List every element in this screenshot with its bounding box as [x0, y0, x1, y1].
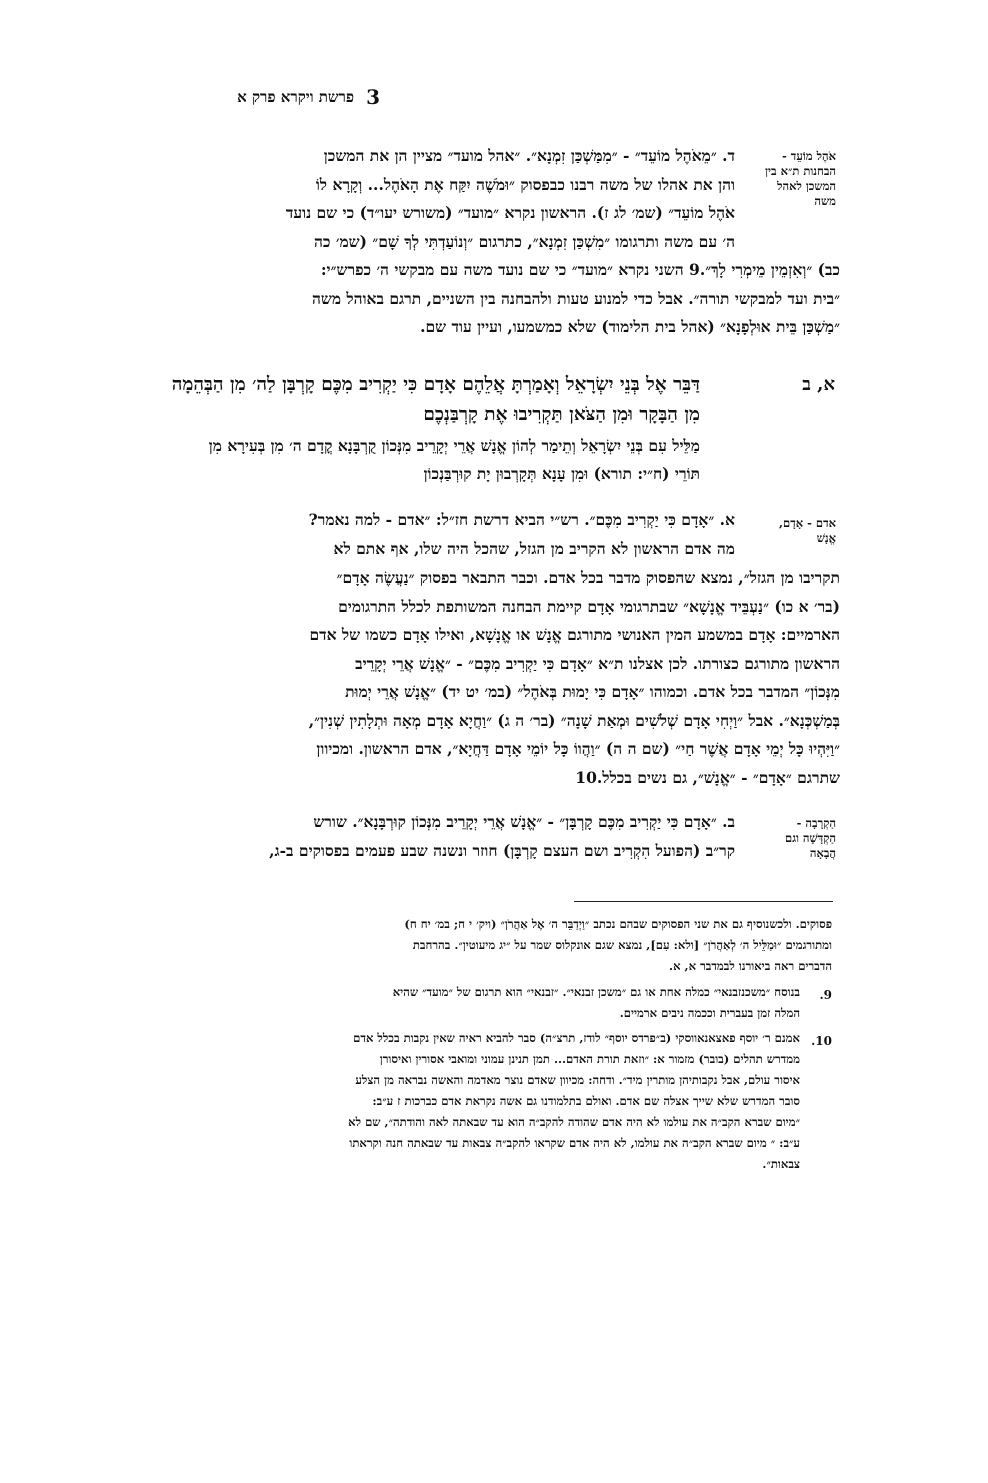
targum-line: תּוֹרֵי (ח״י: תורא) וּמִן עָנָא תְּקָרְבוּן יָת קוּרְבַּנְכוֹן — [423, 464, 700, 483]
side-label-hakrava — [756, 816, 836, 861]
verse-number: א, ב — [802, 374, 835, 395]
text-line: ה׳ עם משה ותרגומו ״מִשְׁכַּן זִמְנָא״, כתרגום ״וְנוֹעַדְתִּי לְךָ שָׁם״ (שמ׳ כה — [314, 231, 735, 251]
running-title: פרשת ויקרא פרק א — [237, 87, 355, 106]
footnote-continuation — [160, 914, 832, 977]
text-line: כב) ״וְאִזְמֵין מֵימְרִי לָךְ״.9 השני נקרא ״מועד״ כי שם נועד משה עם מבקשי ה׳ כפרש״י: — [320, 260, 840, 279]
section-a-wide-lines — [160, 564, 840, 792]
text-line: מִנְּכוֹן״ המדבר בכל אדם. וכמוהו ״אָדָם כִּי יָמוּת בְּאֹהֶל״ (במ׳ יט יד) ״אֱנָשׁ אֲרֵי יְמוּת — [345, 682, 840, 701]
side-label-line: הבחנות ת״א בין — [765, 164, 836, 178]
targum-line: מַלֵּיל עִם בְּנֵי יִשְׂרָאֵל וְתֵימַר לְהוֹן אֱנָשׁ אֲרֵי יְקָרֵיב מִנְּכוֹן קֻרְבָּנָא קֳדָם ה׳ מִן בְּעִירָא מִן — [208, 436, 700, 455]
footnote-line: סובר המדרש שלא שייך אצלה שם אדם. ואולם בתלמודנו גם אשה נקראת אדם כברכות ז ע״ב: — [372, 1094, 800, 1108]
footnote-10 — [160, 1028, 800, 1175]
text-line: תקריבו מן הגזל״, נמצא שהפסוק מדבר בכל אדם. וכבר התבאר בפסוק ״נַעֲשֶׂה אָדָם״ — [336, 568, 840, 587]
side-label-line: המשכן לאהל — [777, 179, 836, 193]
footnote-line: איסור עולם, אבל נקבותיהן מותרין מיד״. ודחה: מכיוון שאדם נוצר מאדמה והאשה נבראה מן הצלע — [355, 1073, 800, 1087]
text-line: קר״ב (הפועל הִקְרִיב ושם העצם קָרְבָּן) חוזר ונשנה שבע פעמים בפסוקים ב-ג, — [269, 840, 735, 860]
side-label-line: הֲבָאָה — [809, 846, 836, 860]
footnote-line: המלה זמן בעברית וככמה ניבים ארמיים. — [619, 1006, 800, 1020]
side-label-line: אֱנָשׁ — [816, 531, 836, 545]
section-d-first-lines — [160, 142, 735, 256]
side-label-line: אֹהֶל מוֹעֵד - — [782, 149, 836, 163]
section-d-wide-lines — [160, 256, 840, 342]
verse-hebrew — [160, 370, 700, 430]
side-label-line: משה — [814, 194, 836, 208]
text-line: הארמיים: אָדָם במשמע המין האנושי מתורגם אֱנָשׁ או אֱנָשָׁא, ואילו אָדָם כשמו של אדם — [309, 625, 840, 644]
section-a-first-lines — [160, 506, 735, 563]
section-b-lines — [160, 808, 735, 865]
verse-line: דַּבֵּר אֶל בְּנֵי יִשְׂרָאֵל וְאָמַרְתָּ אֲלֵהֶם אָדָם כִּי יַקְרִיב מִכֶּם קָרְבָּן לַה׳ מִן הַבְּהֵמָה — [171, 374, 700, 395]
footnote-line: פסוקים. ולכשנוסיף גם את שני הפסוקים שבהם נכתב ״וַיְדַבֵּר ה׳ אֶל אַהֲרֹן״ (ויק׳ י ח; במ׳ יח ח) — [404, 917, 832, 931]
page-header — [160, 84, 380, 110]
footnote-line: ״מיום שברא הקב״ה את עולמו לא היה אדם שהודה להקב״ה הוא עד שבאתה לאה והודתה״, שם לא — [348, 1115, 800, 1129]
side-label-line: אדם - אָדָם, — [779, 516, 836, 530]
text-line: מה אדם הראשון לא הקריב מן הגזל, שהכל היה שלו, אף אתם לא — [333, 538, 735, 558]
text-line: הראשון מתורגם כצורתו. לכן אצלנו ת״א ״אָדָם כִּי יַקְרִיב מִכֶּם״ - ״אֱנָשׁ אֲרֵי יְקָרֵיב — [355, 653, 840, 673]
footnote-line: ממדרש תהלים (בובר) מזמור א: ״וזאת תורת האדם... תמן תנינן עמוני ומואבי אסורין ואיסורן — [379, 1052, 800, 1066]
side-label-line: הַקְדָּשָׁה וגם — [785, 831, 836, 845]
text-line: אֹהֶל מוֹעֵד״ (שמ׳ לג ז). הראשון נקרא ״מועד״ (משורש יעו״ד) כי שם נועד — [285, 203, 735, 222]
footnote-line: אמנם ר׳ יוסף פאצאנאווסקי (ב״פרדס יוסף״ לודז, תרצ״ה) סבר להביא ראיה שאין נקבות בכלל אדם — [353, 1031, 800, 1045]
text-line: והן את אהלו של משה רבנו כבפסוק ״וּמֹשֶׁה יִקַּח אֶת הָאֹהֶל... וְקָרָא לוֹ — [315, 174, 735, 194]
footnote-line: צבאות״. — [762, 1157, 800, 1171]
page-number: 3 — [366, 85, 380, 109]
text-line: ד. ״מֵאֹהֶל מוֹעֵד״ - ״מִמַּשְׁכַּן זִמְנָא״. ״אהל מועד״ מציין הן את המשכן — [323, 146, 735, 165]
footnote-line: ומתורגמים ״וּמַלֵּיל ה׳ לְאַהֲרֹן״ [ולא: עִם], נמצא שגם אונקלוס שמר על ״יג מיעוטין״. בהרחבת — [412, 938, 832, 952]
footnote-line: בנוסח ״משכנזבנאי״ כמלה אחת או גם ״משכן זבנאי״. ״זבנאי״ הוא תרגום של ״מועד״ שהיא — [392, 985, 800, 999]
text-line: ״בית ועד למבקשי תורה״. אבל כדי למנוע טעות ולהבחנה בין השניים, תרגם באוהל משה — [311, 288, 840, 308]
verse-line: מִן הַבָּקָר וּמִן הַצֹּאן תַּקְרִיבוּ אֶת קָרְבַּנְכֶם — [423, 404, 700, 425]
text-line: א. ״אָדָם כִּי יַקְרִיב מִכֶּם״. רש״י הביא דרשת חז״ל: ״אדם - למה נאמר? — [308, 510, 735, 529]
footnote-rule — [574, 901, 833, 902]
text-line: ״וַיִּהְיוּ כָּל יְמֵי אָדָם אֲשֶׁר חַי״ (שם ה ה) ״וַהֲווֹ כָּל יוֹמֵי אָדָם דַּחֲיָא״, אדם הראשון. ומכיוון — [316, 739, 840, 758]
footnote-number: 9. — [819, 988, 832, 1002]
text-line: בְּמַשְׁכְּנָא״. אבל ״וַיְחִי אָדָם שְׁלֹשִׁים וּמְאַת שָׁנָה״ (בר׳ ה ג) ״וַחֲיָא אָדָם מְאָה וּתְלָתִין שְׁנִין״, — [308, 710, 840, 730]
text-line: שתרגם ״אָדָם״ - ״אֱנָשׁ״, גם נשים בכלל.10 — [575, 767, 840, 787]
side-label-line: הַקְרָבָה - — [796, 816, 836, 830]
side-label-adam — [756, 516, 836, 546]
text-line: ״מַשְׁכַּן בֵּית אוּלְפָנָא״ (אהל בית הלימוד) שלא כמשמעו, ועיין עוד שם. — [420, 317, 840, 336]
side-label-ohel-moed — [756, 149, 836, 209]
text-line: (בר׳ א כו) ״נַעְבֵּיד אֱנָשָׁא״ שבתרגומי אָדָם קיימת הבחנה המשותפת לכלל התרגומים — [338, 596, 840, 616]
footnote-line: ע״ב: ״ מיום שברא הקב״ה את עולמו, לא היה אדם שקראו להקב״ה צבאות עד שבאתה חנה וקראתו — [349, 1136, 800, 1150]
verse-targum — [160, 432, 700, 488]
text-line: ב. ״אָדָם כִּי יַקְרִיב מִכֶּם קָרְבָּן״ - ״אֱנָשׁ אֲרֵי יְקָרֵיב מִנְּכוֹן קוּרְבָּנָא״. שורש — [313, 812, 735, 831]
footnote-line: הדברים ראה ביאורנו לבמדבר א, א. — [669, 959, 832, 973]
footnote-number: 10. — [811, 1034, 832, 1048]
footnote-9 — [160, 982, 800, 1024]
